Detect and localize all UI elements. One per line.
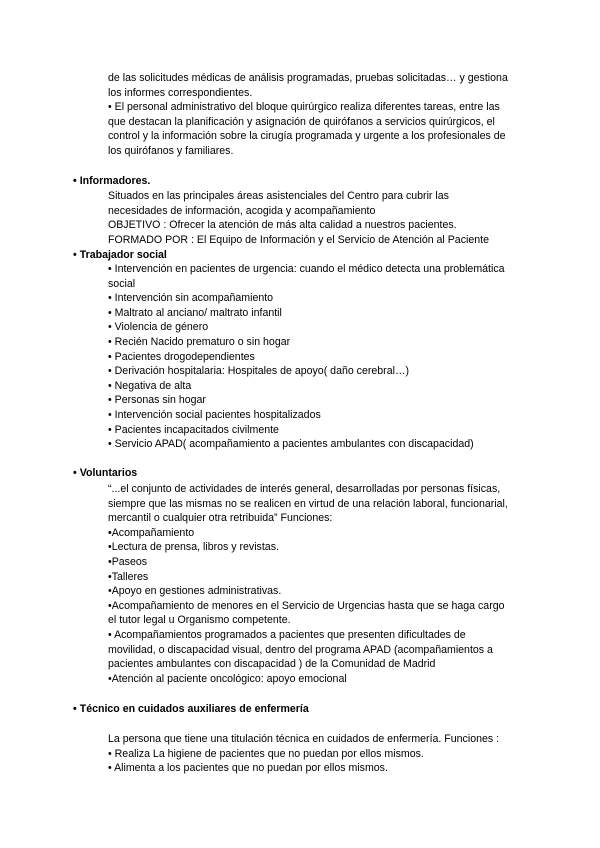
section-heading-informadores: [73, 174, 150, 189]
list-item: • Servicio APAD( acompañamiento a pacientes ambulantes con discapacidad): [108, 438, 474, 451]
list-item: • Derivación hospitalaria: Hospitales de apoyo( daño cerebral…): [108, 365, 410, 378]
text-line: OBJETIVO : Ofrecer la atención de más alta calidad a nuestros pacientes.: [108, 219, 457, 232]
text-line: que destacan la planificación y asignación de quirófanos a servicios quirúrgicos, el: [108, 115, 495, 128]
bullet-icon: •: [73, 703, 77, 715]
trabajador-social-list: [108, 262, 528, 452]
section-title: Trabajador social: [79, 249, 167, 261]
list-item: •Talleres: [108, 570, 149, 583]
list-item: • Acompañamientos programados a pacientes que presenten dificultades de: [108, 628, 466, 641]
list-item: • Intervención en pacientes de urgencia: cuando el médico detecta una problemática: [108, 263, 505, 275]
list-item: • Recién Nacido prematuro o sin hogar: [108, 335, 291, 348]
intro-paragraph: [108, 71, 528, 159]
list-item: el tutor legal u Organismo competente.: [108, 614, 291, 627]
informadores-paragraph: [108, 189, 528, 247]
section-heading-trabajador-social: [73, 248, 167, 263]
list-item: • Violencia de género: [108, 321, 209, 334]
bullet-icon: •: [73, 467, 77, 479]
list-item: • Alimenta a los pacientes que no puedan por ellos mismos.: [108, 762, 388, 775]
list-item: •Acompañamiento: [108, 526, 195, 539]
text-line: de las solicitudes médicas de análisis programadas, pruebas solicitadas… y gestiona: [108, 72, 508, 84]
text-line: Situados en las principales áreas asistenciales del Centro para cubrir las: [108, 190, 449, 202]
tecnico-paragraph: [108, 732, 528, 776]
bullet-icon: •: [73, 175, 77, 187]
list-item: • Negativa de alta: [108, 379, 192, 392]
text-line: los informes correspondientes.: [108, 86, 253, 99]
section-title: Informadores.: [79, 175, 151, 187]
voluntarios-paragraph: [108, 482, 528, 686]
list-item: movilidad, o discapacidad visual, dentro del programa APAD (acompañamientos a: [108, 643, 493, 656]
list-item: • Personas sin hogar: [108, 394, 206, 407]
text-line: siempre que las mismas no se realicen en virtud de una relación laboral, funcionarial,: [108, 497, 508, 510]
list-item: • Pacientes incapacitados civilmente: [108, 423, 279, 436]
list-item: • Realiza La higiene de pacientes que no puedan por ellos mismos.: [108, 747, 424, 760]
list-item: • Maltrato al anciano/ maltrato infantil: [108, 306, 282, 319]
text-line: • El personal administrativo del bloque quirúrgico realiza diferentes tareas, entre las: [108, 101, 500, 114]
section-title: Voluntarios: [79, 467, 138, 479]
list-item: •Acompañamiento de menores en el Servicio de Urgencias hasta que se haga cargo: [108, 599, 505, 612]
section-heading-voluntarios: [73, 466, 137, 481]
list-item: •Lectura de prensa, libros y revistas.: [108, 541, 279, 554]
list-item: • Intervención sin acompañamiento: [108, 292, 274, 305]
text-line: “...el conjunto de actividades de interés general, desarrolladas por personas físicas,: [108, 483, 501, 495]
text-line: FORMADO POR : El Equipo de Información y el Servicio de Atención al Paciente: [108, 233, 489, 246]
list-item: •Paseos: [108, 555, 148, 568]
list-item: •Atención al paciente oncológico: apoyo emocional: [108, 672, 347, 685]
text-line: La persona que tiene una titulación técnica en cuidados de enfermería. Funciones :: [108, 733, 500, 745]
section-title: Técnico en cuidados auxiliares de enfermería: [79, 703, 309, 715]
text-line: mercantil o cualquier otra retribuida” Funciones:: [108, 512, 333, 525]
section-heading-tecnico: [73, 702, 309, 717]
text-line: los quirófanos y familiares.: [108, 144, 234, 157]
list-item: •Apoyo en gestiones administrativas.: [108, 585, 282, 598]
text-line: control y la información sobre la cirugía programada y urgente a los profesionales de: [108, 130, 506, 143]
bullet-icon: •: [73, 249, 77, 261]
list-item: • Pacientes drogodependientes: [108, 350, 255, 363]
list-item: pacientes ambulantes con discapacidad ) de la Comunidad de Madrid: [108, 658, 436, 671]
list-item: • Intervención social pacientes hospitalizados: [108, 408, 321, 421]
text-line: necesidades de información, acogida y acompañamiento: [108, 204, 376, 217]
list-item: social: [108, 277, 136, 290]
